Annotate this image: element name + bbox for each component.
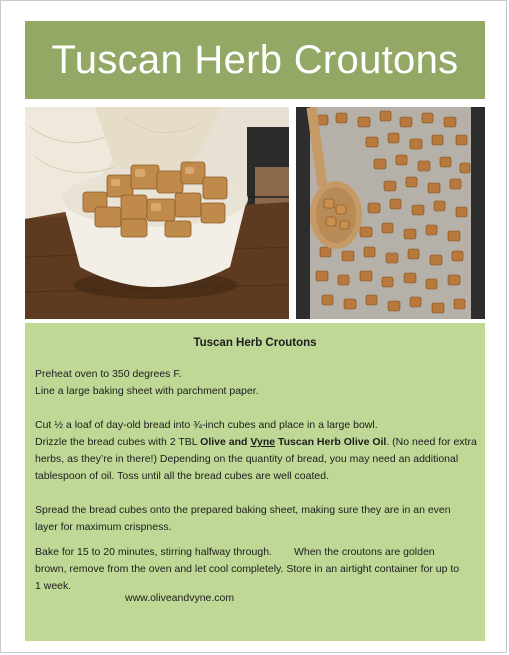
page-title: Tuscan Herb Croutons (51, 37, 459, 82)
step-bake-line-2: brown, remove from the oven and let cool completely. Store in an airtight container for up to (35, 563, 460, 575)
croutons-baking-sheet-photo (296, 107, 485, 319)
step-cut-line: Cut ½ a loaf of day-old bread into ¾-inch cubes and place in a large bowl. (35, 419, 378, 431)
step-spread-line-1: Spread the bread cubes onto the prepared baking sheet, making sure they are in an even (35, 504, 451, 516)
step-preheat (35, 366, 483, 400)
step-herbs-line: herbs, as they’re in there!) Depending on the quantity of bread, you may need an additional (35, 453, 459, 465)
vyne-underlined: Vyne (250, 436, 276, 448)
drizzle-prefix: Drizzle the bread cubes with 2 TBL (35, 436, 201, 448)
step-cut-and-drizzle (35, 417, 483, 485)
step-preheat-line-2: Line a large baking sheet with parchment paper. (35, 385, 259, 397)
step-preheat-line-1: Preheat oven to 350 degrees F. (35, 368, 182, 380)
recipe-title: Tuscan Herb Croutons (193, 337, 317, 349)
step-bake-line-3: 1 week. (35, 580, 72, 592)
step-spread-line-2: layer for maximum crispness. (35, 521, 172, 533)
croutons-bowl-photo (25, 107, 289, 319)
step-drizzle-line (35, 434, 483, 451)
step-bake-line-1: Bake for 15 to 20 minutes, stirring halfway through. When the croutons are golden (35, 546, 435, 558)
olive-oil-brand: Olive and Vyne Tuscan Herb Olive Oil (200, 436, 387, 448)
step-bake (35, 544, 483, 595)
title-banner (25, 21, 485, 99)
step-toss-line: tablespoon of oil. Toss until all the bread cubes are well coated. (35, 470, 329, 482)
website-link[interactable]: www.oliveandvyne.com (125, 592, 235, 604)
recipe-panel (25, 323, 485, 641)
drizzle-suffix: . (No need for extra (386, 436, 477, 448)
step-spread (35, 502, 483, 536)
